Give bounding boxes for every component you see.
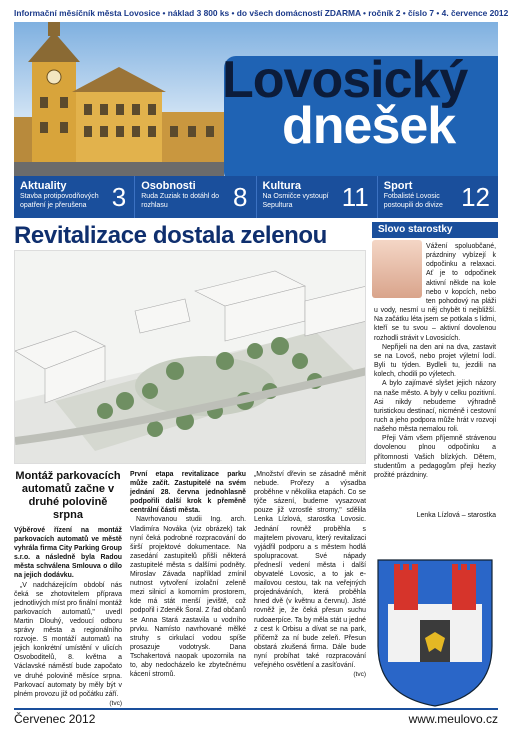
website-link[interactable]: www.meulovo.cz bbox=[408, 712, 498, 726]
mayor-signature: Lenka Lízlová – starostka bbox=[416, 512, 496, 519]
nav-title: Sport bbox=[383, 180, 413, 192]
nav-item-aktuality[interactable] bbox=[14, 176, 135, 218]
logo-title-line1: Lovosický bbox=[222, 51, 468, 109]
town-hall-image bbox=[14, 22, 224, 176]
nav-page-number: 12 bbox=[461, 182, 490, 212]
nav-desc: Na Osmičce vystoupí Sepultura bbox=[262, 193, 329, 209]
nav-title: Kultura bbox=[262, 180, 301, 192]
parking-body: „V nadcházejícím období nás čeká se zhotovitelem příprava jednotlivých míst pro finální montáž parkovacích automatů," uvedl Martin Dlouhý, vedoucí odboru správy města a regionálního rozvoje. S montáží automatů na jejich konkrétní umístění v ulicích Osvoboditelů, 8. května a Václavské náměstí bude započato ve druhé polovině měsíce srpna. Parkovací automaty by měly být v plném provozu již od počátku září. bbox=[14, 581, 122, 698]
article-column-2 bbox=[130, 470, 246, 679]
nav-title: Osobnosti bbox=[141, 180, 196, 192]
mayor-column bbox=[374, 242, 496, 480]
revitalization-continued: „Množství dřevin se zásadně měnit nebude. Prořezy a výsadba proběhne v několika etapách. Co se týče sázení, budeme vysazovat pouze již vzrostlé stromy," sdělila Lenka Lízlová, starostka Lovosic. Jednání rovněž proběhla s majitelem pivovaru, který revitalizaci vyjádřil podporu a s městem hodlá spolupracovat. Své nápady předneslí vedení města i další obyvatelé Lovosic, a to jak e-mailovou cestou, tak na veřejných projednáváních, která proběhla hned dvě (v květnu a červnu). Jisté rovněž je, že čeká přesun suchu rudoaerpíce. Ta by měla stát u jedné z cest k Orbisu a dívat se na park, přičemž za ní bude zeleň. Přesun obstará zkušená firma. Dále bude nyní probíhat také rozpracování veřejného osvětlení a zasíťování. bbox=[254, 471, 366, 669]
masthead-info: Informační měsíčník města Lovosice • náklad 3 800 ks • do všech domácností ZDARMA • ročník 2 • číslo 7 • 4. července 2012 bbox=[14, 8, 509, 18]
nav-desc: Fotbalisté Lovosic postoupili do divize bbox=[383, 193, 443, 209]
mayor-paragraph: Nepřijeli na den ani na dva, zastavit se na Lovoš, nebo projet výletní lodí. Byli tu týden. Bydleli tu, jezdili na kolech, chodili po výletech. bbox=[374, 343, 496, 379]
portrait-spacer bbox=[374, 242, 426, 300]
parking-subheading: Montáž parkovacích automatů začne v druhé polovině srpna bbox=[15, 470, 121, 521]
footer-rule bbox=[14, 708, 498, 710]
nav-item-sport[interactable] bbox=[378, 176, 498, 218]
byline: (tvc) bbox=[353, 671, 366, 679]
section-nav bbox=[14, 176, 498, 218]
issue-date: Červenec 2012 bbox=[14, 712, 96, 726]
nav-page-number: 8 bbox=[233, 182, 248, 212]
sidebar-heading: Slovo starostky bbox=[372, 222, 498, 238]
parking-lead: Výběrové řízení na montáž parkovacích automatů ve městě vyhrála firma City Parking Group s.r.o. a následně byla Radou města schválena Smlouva o dílo na jejich dodávku. bbox=[14, 527, 122, 580]
nav-item-osobnosti[interactable] bbox=[135, 176, 256, 218]
nav-desc: Stavba protipovodňových opatření je přerušena bbox=[20, 193, 99, 209]
article-column-1 bbox=[14, 470, 122, 708]
park-rendering-image bbox=[14, 250, 366, 464]
nav-desc: Ruda Zuziak to dotáhl do rozhlasu bbox=[141, 193, 220, 209]
revitalization-lead: První etapa revitalizace parku může začít. Zastupitelé na svém jednání 28. června jednohlasně podpořili další krok k přeměně centrální části města. bbox=[130, 471, 246, 515]
mayor-paragraph: A bylo zajímavé slyšet jejich názory na naše město. A byly v celku pozitivní. Asi nikdy nebudeme výhradně turistickou destinací, nicméně i cestovní ruch a jeho podpora může hrát v rozvoji našeho města nemalou roli. bbox=[374, 380, 496, 434]
nav-title: Aktuality bbox=[20, 180, 67, 192]
nav-page-number: 3 bbox=[111, 182, 127, 212]
mayor-paragraph: Přeji Vám všem příjemně strávenou dovolenou plnou odpočinku a přítomnosti Vašich blízkých. Dětem, studentům a pedagogům přeji hezky prožité prázdniny. bbox=[374, 435, 496, 479]
nav-page-number: 11 bbox=[341, 182, 369, 212]
article-column-3 bbox=[254, 470, 366, 679]
nav-item-kultura[interactable] bbox=[257, 176, 378, 218]
byline: (tvc) bbox=[109, 699, 122, 707]
coat-of-arms-image bbox=[374, 556, 496, 708]
revitalization-body: Navrhovanou studii Ing. arch. Vladimíra Nováka (viz obrázek) tak nyní čeká podrobné rozpracování do širší projektové dokumentace. Na zasedání zastupitelů přišli některá zastupitelé města s dalšími podněty. Miroslav Závada například zmínil nutnost vytvoření izolační zeleně mezi silnicí a komorním prostorem, kde má stát menší jeviště, což podpořil i Zdeněk Šoral. Z řad občanů se Anna Stará zastavila u vodního prvku. Namísto navrhované mělké struhy s cirkulací vodou spíše prosazuje vodotrysk. Dana Tschakertová naopak upozornila na to, aby nedocházelo ke zbytečnému kácení stromů. bbox=[130, 516, 246, 679]
main-headline: Revitalizace dostala zelenou bbox=[14, 222, 327, 249]
mayor-paragraph: Vážení spoluobčané, prázdniny vybízejí k odpočinku a relaxaci. Ať je to odpočinek aktivní někde na kole nebo v kopcích, nebo ten pohodový na pláži u vody, nesmí u něj chybět ti nejbližší. Na začátku léta jsem se potkala s lidmi, kteří se tu svou – aktivní dovolenou rozhodli strávit v Lovosicích. bbox=[374, 243, 496, 342]
logo-title-line2: dnešek bbox=[282, 97, 456, 155]
